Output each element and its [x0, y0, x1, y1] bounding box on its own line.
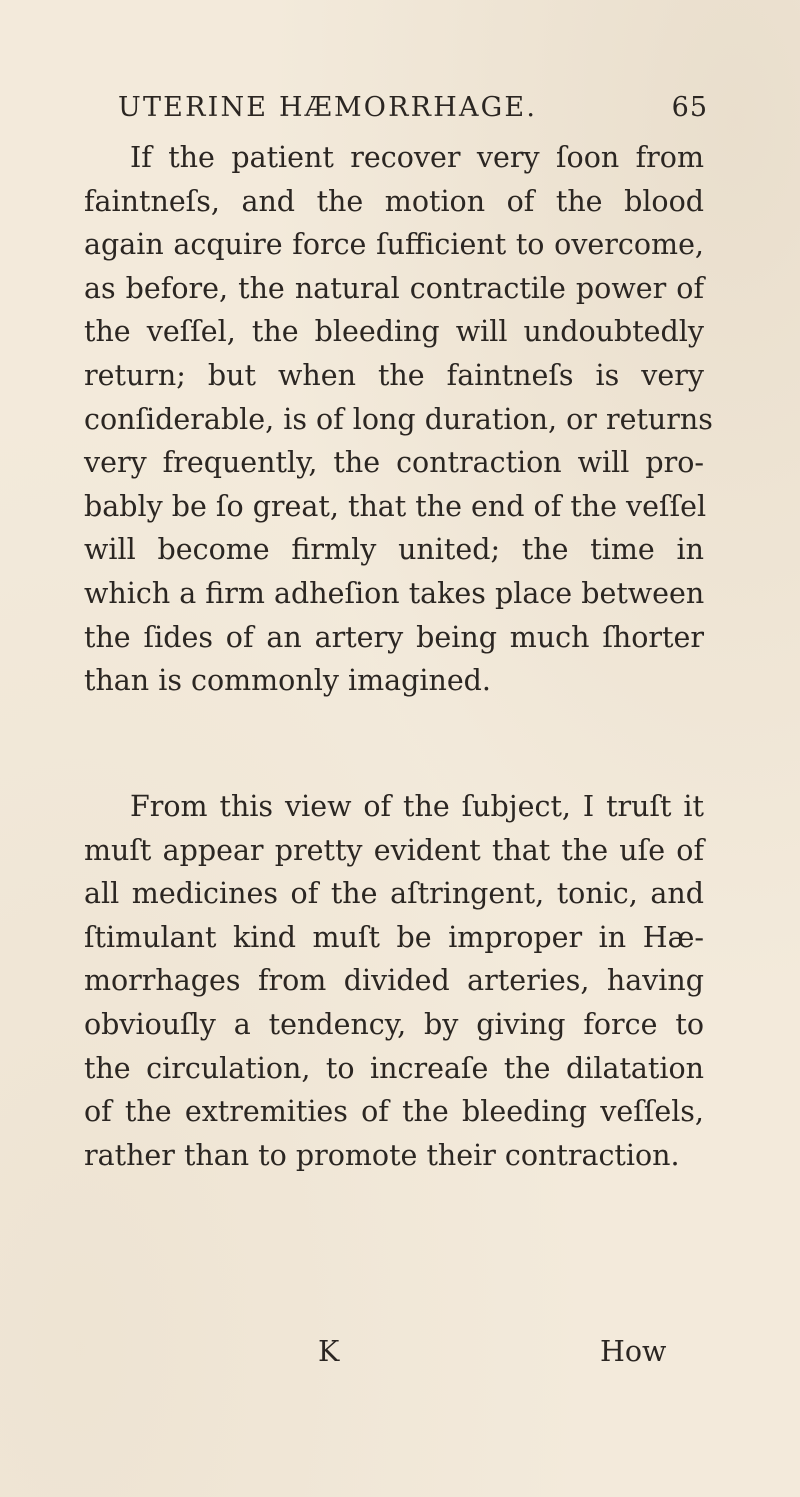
- text-line: all medicines of the aſtringent, tonic, and: [84, 877, 704, 911]
- page-number: 65: [671, 92, 708, 123]
- text-line: return; but when the faintneſs is very: [84, 358, 704, 392]
- text-line: than is commonly imagined.: [84, 664, 491, 698]
- text-line: the ſides of an artery being much ſhorter: [84, 620, 704, 654]
- text-line: muſt appear pretty evident that the uſe of: [84, 833, 704, 867]
- text-line: as before, the natural contractile power of: [84, 271, 704, 305]
- text-line: morrhages from divided arteries, having: [84, 964, 704, 998]
- text-line: rather than to promote their contraction.: [84, 1138, 680, 1172]
- paragraph-1: [84, 136, 713, 703]
- text-line: which a firm adheſion takes place between: [84, 576, 705, 610]
- catchword: How: [600, 1335, 667, 1368]
- text-line: bably be ſo great, that the end of the veſſel: [84, 489, 707, 523]
- paragraph-2: [84, 785, 704, 1177]
- text-line: If the patient recover very ſoon from: [130, 141, 704, 174]
- text-line: obviouſly a tendency, by giving force to: [84, 1007, 704, 1041]
- text-line: the veſſel, the bleeding will undoubtedly: [84, 315, 704, 349]
- text-line: again acquire force ſufficient to overcome,: [84, 228, 704, 262]
- page-footer: [0, 1330, 800, 1374]
- signature-mark: K: [318, 1335, 340, 1368]
- text-line: the circulation, to increaſe the dilatation: [84, 1051, 704, 1085]
- text-line: will become firmly united; the time in: [84, 533, 704, 567]
- text-line: faintneſs, and the motion of the blood: [84, 184, 704, 218]
- running-title: UTERINE HÆMORRHAGE.: [118, 92, 538, 123]
- text-line: conſiderable, is of long duration, or returns: [84, 402, 713, 436]
- text-line: From this view of the ſubject, I truſt it: [130, 790, 704, 823]
- text-line: ſtimulant kind muſt be improper in Hæ-: [84, 920, 704, 954]
- text-line: very frequently, the contraction will pro-: [84, 446, 704, 480]
- running-head: [118, 88, 708, 128]
- text-line: of the extremities of the bleeding veſſels,: [84, 1095, 704, 1129]
